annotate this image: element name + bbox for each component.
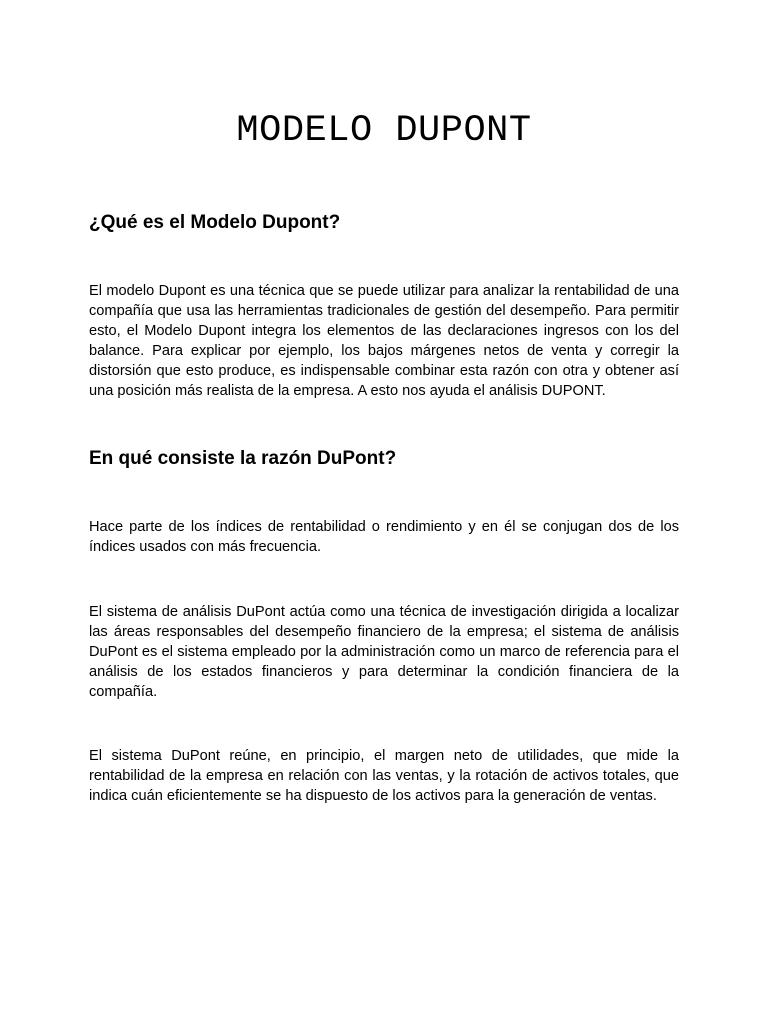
section-heading-en-que-consiste: En qué consiste la razón DuPont? [89,448,397,469]
document-title: MODELO DUPONT [236,110,532,152]
section-paragraph: El sistema de análisis DuPont actúa como una técnica de investigación dirigida a localizar las áreas responsables del desempeño financiero de la empresa; el sistema de análisis DuPont es el sistema empleado por la administración como un marco de referencia para el análisis de los estados financieros y para determinar la condición financiera de la compañía. [89,604,679,700]
section-paragraph: Hace parte de los índices de rentabilidad o rendimiento y en él se conjugan dos de los índices usados con más frecuencia. [89,519,679,555]
section-paragraph: El modelo Dupont es una técnica que se puede utilizar para analizar la rentabilidad de una compañía que usa las herramientas tradicionales de gestión del desempeño. Para permitir esto, el Modelo Dupont integra los elementos de las declaraciones ingresos con los del balance. Para explicar por ejemplo, los bajos márgenes netos de venta y corregir la distorsión que esto produce, es indispensable combinar esta razón con otra y obtener así una posición más realista de la empresa. A esto nos ayuda el análisis DUPONT. [89,283,679,399]
section-heading-que-es: ¿Qué es el Modelo Dupont? [89,212,341,233]
section-paragraph: El sistema DuPont reúne, en principio, el margen neto de utilidades, que mide la rentabilidad de la empresa en relación con las ventas, y la rotación de activos totales, que indica cuán eficientemente se ha dispuesto de los activos para la generación de ventas. [89,748,679,804]
